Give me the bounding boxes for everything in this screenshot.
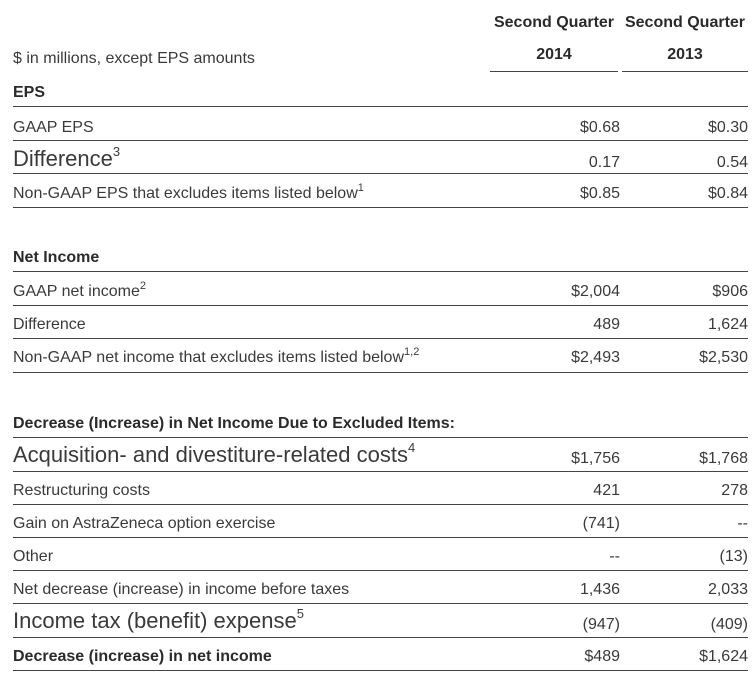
value-2014: $1,756 (571, 450, 620, 467)
row-label: GAAP net income$^2$ (13, 280, 147, 300)
row-label: Non-GAAP EPS that excludes items listed below$^1$ (13, 182, 364, 202)
table-row (13, 277, 748, 301)
row-label: Gain on AstraZeneca option exercise (13, 515, 276, 532)
divider (13, 271, 748, 272)
eps-section-title (13, 80, 748, 102)
divider (13, 173, 748, 174)
col2-header-rule (622, 71, 748, 72)
value-2013: $0.30 (707, 119, 748, 136)
col2-title: Second Quarter (624, 14, 746, 31)
value-2013: -- (737, 515, 748, 532)
row-label: Acquisition- and divestiture-related costs$^4$ (13, 440, 416, 467)
value-2014: $2,004 (571, 283, 620, 300)
value-2013: 0.54 (716, 154, 748, 171)
row-label: Net decrease (increase) in income before taxes (13, 581, 350, 598)
divider (13, 372, 748, 373)
value-2014: (947) (582, 616, 620, 633)
value-2013: 1,624 (707, 316, 748, 333)
value-2013: (409) (710, 616, 748, 633)
value-2014: (741) (582, 515, 620, 532)
table-row (13, 509, 748, 533)
row-label: Decrease (increase) in net income (13, 648, 272, 665)
value-2013: $2,530 (699, 349, 748, 366)
value-2014: $2,493 (571, 349, 620, 366)
value-2014: $0.68 (579, 119, 620, 136)
value-2013: $0.84 (707, 185, 748, 202)
divider (13, 471, 748, 472)
divider (13, 305, 748, 306)
row-label: Restructuring costs (13, 482, 150, 499)
value-2013: $1,768 (699, 450, 748, 467)
table-row (13, 113, 748, 137)
row-label: Non-GAAP net income that excludes items listed below$^{1,2}$ (13, 346, 420, 366)
value-2013: (13) (719, 548, 748, 565)
table-row (13, 606, 748, 634)
table-row (13, 476, 748, 500)
col2-year: 2013 (667, 46, 703, 63)
divider (13, 603, 748, 604)
value-2013: 2,033 (707, 581, 748, 598)
net-income-section-title (13, 243, 748, 267)
value-2013: 278 (721, 482, 748, 499)
table-row (13, 440, 748, 468)
divider (13, 437, 748, 438)
value-2014: 0.17 (588, 154, 620, 171)
table-row (13, 179, 748, 203)
excluded-section-title (13, 409, 748, 433)
row-label: Income tax (benefit) expense$^5$ (13, 606, 304, 633)
divider (13, 207, 748, 208)
row-label: Difference (13, 316, 86, 333)
divider (13, 338, 748, 339)
value-2014: 1,436 (579, 581, 620, 598)
divider (13, 637, 748, 638)
units-label: $ in millions, except EPS amounts (13, 50, 255, 67)
table-row (13, 542, 748, 566)
units-row (13, 46, 748, 68)
divider (13, 537, 748, 538)
value-2014: $489 (584, 648, 620, 665)
table-row (13, 144, 748, 172)
row-label: Other (13, 548, 54, 565)
table-row (13, 642, 748, 666)
divider (13, 670, 748, 671)
value-2014: 489 (593, 316, 620, 333)
row-label: Difference$^3$ (13, 144, 121, 171)
divider (13, 140, 748, 141)
value-2013: $1,624 (699, 648, 748, 665)
row-label: GAAP EPS (13, 119, 94, 136)
net-income-title: Net Income (13, 249, 100, 266)
col1-header-rule (490, 71, 618, 72)
divider (13, 504, 748, 505)
value-2013: $906 (712, 283, 748, 300)
eps-title: EPS (13, 84, 46, 101)
col1-title: Second Quarter (493, 14, 615, 31)
table-row (13, 343, 748, 367)
table-row (13, 310, 748, 334)
divider (13, 570, 748, 571)
value-2014: -- (609, 548, 620, 565)
table-row (13, 575, 748, 599)
col1-year: 2014 (536, 46, 572, 63)
excluded-title: Decrease (Increase) in Net Income Due to Excluded Items: (13, 415, 455, 432)
divider (13, 106, 748, 107)
value-2014: $0.85 (579, 185, 620, 202)
value-2014: 421 (593, 482, 620, 499)
